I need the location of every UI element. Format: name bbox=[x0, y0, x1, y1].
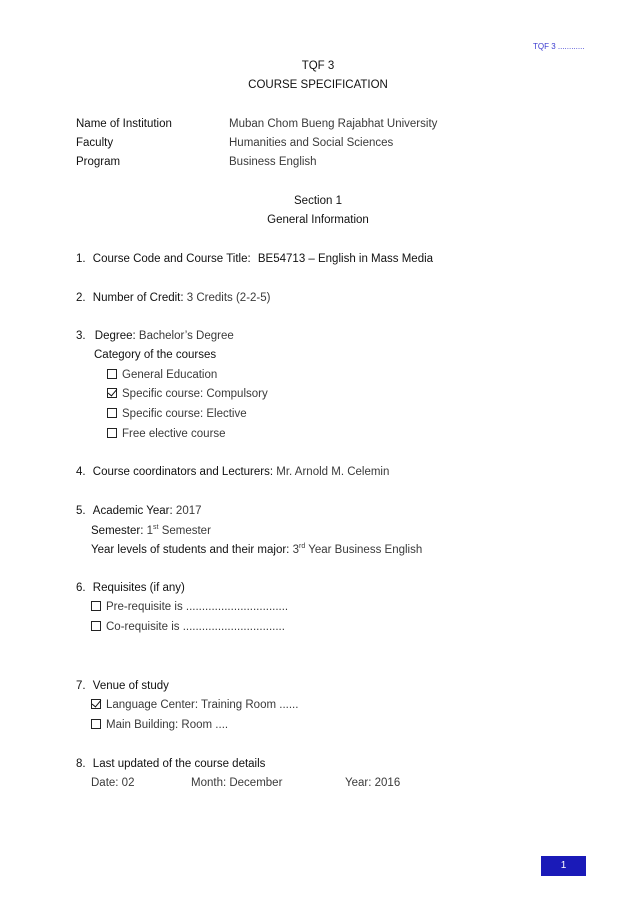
item-label: Last updated of the course details bbox=[92, 758, 266, 770]
document-tag: TQF 3 ............ bbox=[533, 42, 585, 51]
semester-line bbox=[91, 524, 211, 537]
checkbox-checked[interactable] bbox=[91, 699, 101, 709]
item-number: 1. bbox=[76, 253, 86, 265]
faculty-value: Humanities and Social Sciences bbox=[229, 137, 394, 149]
year-level-suffix: Year Business English bbox=[308, 543, 423, 556]
updated-date: Date: 02 bbox=[91, 777, 135, 789]
item-number: 3. bbox=[76, 330, 86, 342]
semester-suffix: Semester bbox=[161, 524, 211, 537]
academic-year-value: 2017 bbox=[175, 505, 202, 517]
lecturer-value: Mr. Arnold M. Celemin bbox=[276, 466, 390, 478]
category-option[interactable]: Free elective course bbox=[107, 428, 226, 440]
item-label: Venue of study bbox=[92, 680, 169, 692]
item-label: Academic Year: bbox=[92, 505, 173, 517]
category-option[interactable]: General Education bbox=[107, 369, 217, 381]
item-last-updated bbox=[76, 758, 265, 770]
section-subheading: General Information bbox=[267, 214, 369, 226]
item-venue bbox=[76, 680, 169, 692]
year-level-num: 3 bbox=[292, 543, 299, 556]
updated-month: Month: December bbox=[191, 777, 283, 789]
item-number: 7. bbox=[76, 680, 86, 692]
item-lecturers bbox=[76, 466, 389, 478]
program-label: Program bbox=[76, 156, 121, 168]
item-academic-year bbox=[76, 505, 202, 517]
checkbox-unchecked[interactable] bbox=[107, 428, 117, 438]
item-label: Course Code and Course Title: bbox=[92, 253, 251, 265]
checkbox-checked[interactable] bbox=[107, 388, 117, 398]
category-option[interactable]: Specific course: Compulsory bbox=[107, 388, 268, 400]
program-value: Business English bbox=[229, 156, 317, 168]
year-level-line bbox=[91, 543, 422, 556]
checkbox-unchecked[interactable] bbox=[91, 601, 101, 611]
doc-title: COURSE SPECIFICATION bbox=[248, 79, 388, 91]
checkbox-unchecked[interactable] bbox=[91, 719, 101, 729]
faculty-label: Faculty bbox=[76, 137, 114, 149]
item-degree bbox=[76, 330, 234, 342]
item-number: 6. bbox=[76, 582, 86, 594]
updated-year: Year: 2016 bbox=[345, 777, 401, 789]
requisite-option[interactable]: Pre-requisite is ................................ bbox=[91, 601, 288, 613]
year-level-sup: rd bbox=[299, 543, 306, 550]
venue-option[interactable]: Language Center: Training Room ...... bbox=[91, 699, 298, 711]
venue-option[interactable]: Main Building: Room .... bbox=[91, 719, 228, 731]
credits-value: 3 Credits (2-2-5) bbox=[186, 292, 271, 304]
checkbox-unchecked[interactable] bbox=[91, 621, 101, 631]
item-requisites bbox=[76, 582, 185, 594]
item-number: 4. bbox=[76, 466, 86, 478]
item-label: Requisites (if any) bbox=[92, 582, 185, 594]
semester-num: 1 bbox=[146, 524, 154, 537]
section-heading: Section 1 bbox=[294, 195, 342, 207]
page-number: 1 bbox=[541, 856, 586, 876]
item-course-title bbox=[76, 253, 433, 265]
item-label: Number of Credit: bbox=[92, 292, 184, 304]
item-number: 2. bbox=[76, 292, 86, 304]
semester-sup: st bbox=[153, 524, 159, 531]
institution-value: Muban Chom Bueng Rajabhat University bbox=[229, 118, 438, 130]
requisite-option[interactable]: Co-requisite is ................................ bbox=[91, 621, 285, 633]
item-number: 5. bbox=[76, 505, 86, 517]
item-label: Degree: bbox=[94, 330, 136, 342]
category-option[interactable]: Specific course: Elective bbox=[107, 408, 247, 420]
institution-label: Name of Institution bbox=[76, 118, 172, 130]
doc-title-code: TQF 3 bbox=[301, 60, 335, 72]
course-title-value: BE54713 – English in Mass Media bbox=[257, 253, 434, 265]
year-level-label: Year levels of students and their major: bbox=[91, 543, 290, 556]
checkbox-unchecked[interactable] bbox=[107, 369, 117, 379]
item-number: 8. bbox=[76, 758, 86, 770]
checkbox-unchecked[interactable] bbox=[107, 408, 117, 418]
item-label: Course coordinators and Lecturers: bbox=[92, 466, 274, 478]
item-credits bbox=[76, 292, 270, 304]
semester-label: Semester: bbox=[91, 524, 144, 537]
degree-value: Bachelor’s Degree bbox=[138, 330, 234, 342]
category-label: Category of the courses bbox=[94, 349, 217, 361]
